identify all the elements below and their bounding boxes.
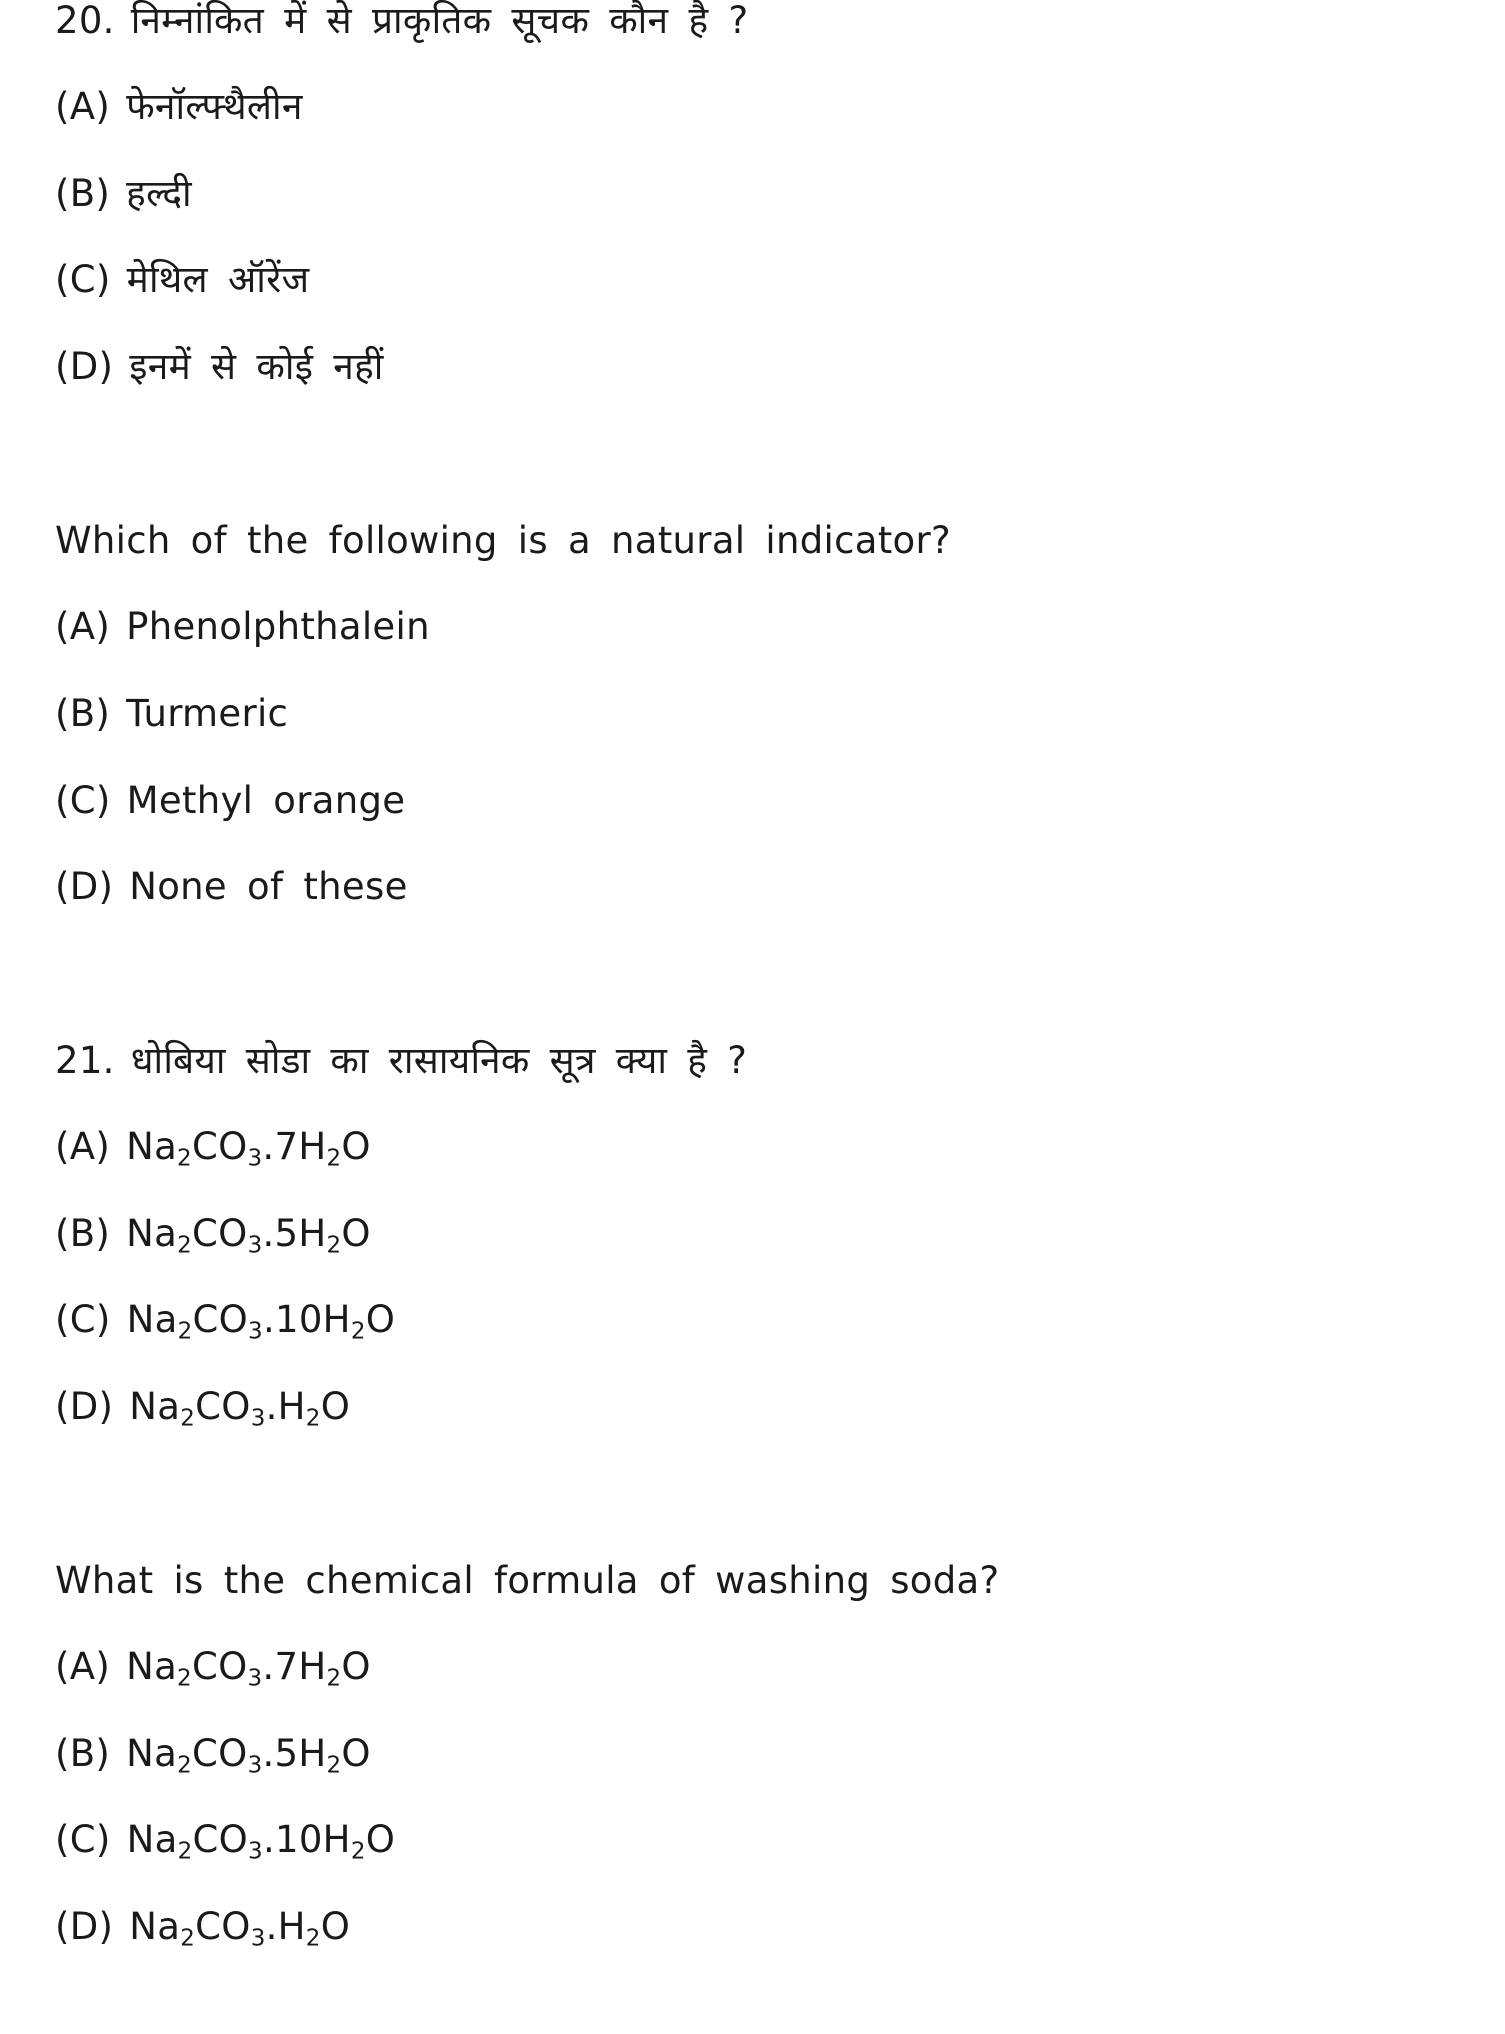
chemical-formula: $Na_2CO_3.H_2O$ — [129, 1385, 351, 1432]
option-text: मेथिल ऑरेंज — [126, 258, 310, 301]
option-label: (B) — [55, 1732, 111, 1775]
option-label: (D) — [55, 1385, 114, 1428]
option-label: (B) — [55, 692, 111, 735]
option-label: (B) — [55, 172, 111, 215]
q20-en-option-d — [55, 862, 408, 912]
q21-hi-question — [55, 1036, 747, 1086]
option-label: (A) — [55, 85, 111, 128]
question-number: 20. — [55, 0, 115, 42]
chemical-formula: $Na_2CO_3.7H_2O$ — [126, 1645, 371, 1692]
option-label: (D) — [55, 865, 114, 908]
chemical-formula: $Na_2CO_3.7H_2O$ — [126, 1125, 371, 1172]
option-label: (C) — [55, 1298, 111, 1341]
chemical-formula: $Na_2CO_3.10H_2O$ — [126, 1818, 396, 1865]
option-text: इनमें से कोई नहीं — [129, 345, 384, 388]
question-text: धोबिया सोडा का रासायनिक सूत्र क्या है ? — [130, 1039, 748, 1082]
q20-hi-option-b — [55, 169, 192, 219]
option-text: Phenolphthalein — [126, 605, 430, 648]
q21-en-option-d — [55, 1902, 350, 1952]
q20-hi-option-c — [55, 255, 309, 305]
q21-hi-option-d — [55, 1382, 350, 1432]
question-text: निम्नांकित में से प्राकृतिक सूचक कौन है ? — [130, 0, 749, 42]
q20-hi-option-a — [55, 82, 303, 132]
chemical-formula: $Na_2CO_3.5H_2O$ — [126, 1212, 371, 1259]
q21-hi-option-c — [55, 1295, 395, 1345]
q21-hi-option-b — [55, 1209, 371, 1259]
option-text: None of these — [129, 865, 408, 908]
question-number: 21. — [55, 1039, 115, 1082]
q21-en-question: What is the chemical formula of washing soda? — [55, 1559, 1000, 1602]
option-label: (C) — [55, 779, 111, 822]
chemical-formula: $Na_2CO_3.H_2O$ — [129, 1905, 351, 1952]
option-label: (A) — [55, 1645, 111, 1688]
q21-en-option-c — [55, 1815, 395, 1865]
q21-en-option-b — [55, 1729, 371, 1779]
q20-en-option-a — [55, 602, 430, 652]
q20-en-option-b — [55, 689, 288, 739]
q20-en-question: Which of the following is a natural indicator? — [55, 519, 951, 562]
q20-hi-option-d — [55, 342, 384, 392]
q21-en-option-a — [55, 1642, 371, 1692]
option-text: फेनॉल्फ्थैलीन — [126, 85, 303, 128]
option-label: (A) — [55, 1125, 111, 1168]
option-label: (C) — [55, 258, 111, 301]
option-text: Turmeric — [126, 692, 289, 735]
chemical-formula: $Na_2CO_3.5H_2O$ — [126, 1732, 371, 1779]
option-label: (C) — [55, 1818, 111, 1861]
option-text: हल्दी — [126, 172, 192, 215]
q20-hi-question — [55, 0, 748, 46]
q20-en-option-c — [55, 776, 405, 826]
chemical-formula: $Na_2CO_3.10H_2O$ — [126, 1298, 396, 1345]
option-label: (A) — [55, 605, 111, 648]
q21-hi-option-a — [55, 1122, 371, 1172]
option-text: Methyl orange — [126, 779, 406, 822]
option-label: (D) — [55, 1905, 114, 1948]
option-label: (D) — [55, 345, 114, 388]
option-label: (B) — [55, 1212, 111, 1255]
